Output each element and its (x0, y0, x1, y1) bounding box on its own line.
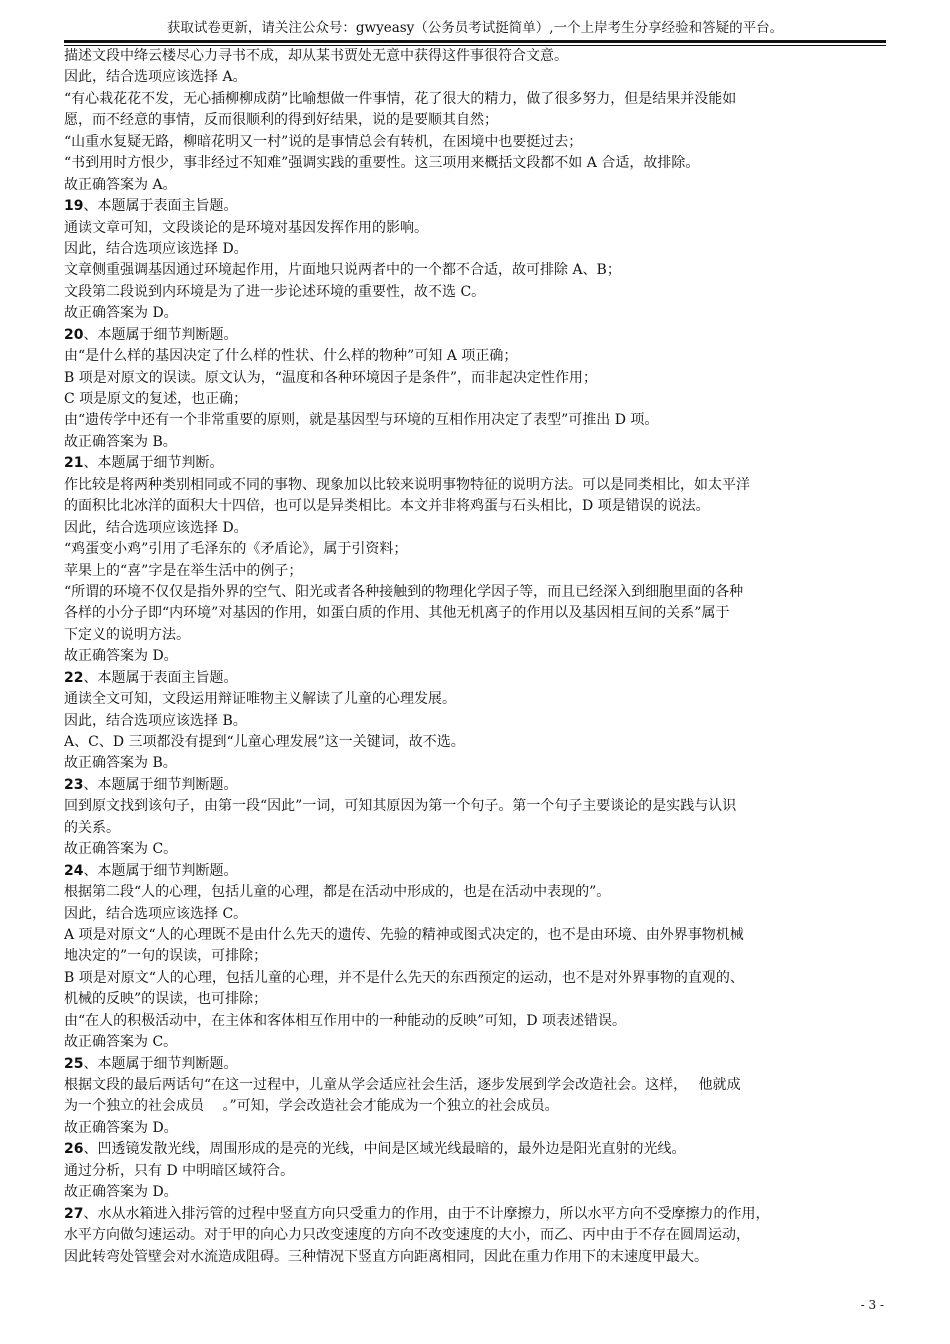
text-line: B 项是对原文的误读。原文认为，“温度和各种环境因子是条件”，而非起决定性作用； (64, 369, 598, 386)
question-heading-text: 、本题属于细节判断题。 (83, 776, 238, 793)
question-heading (64, 453, 886, 474)
header-rule-thick (64, 40, 886, 43)
text-line: 因此转弯处管壁会对水流造成阻碍。三种情况下竖直方向距离相同，因此在重力作用下的末速度甲最大。 (64, 1248, 708, 1265)
question-number: 25 (64, 1055, 84, 1072)
text-line: 故正确答案为 A。 (64, 176, 177, 193)
text-line: 作比较是将两种类别相同或不同的事物、现象加以比较来说明事物特征的说明方法。可以是同类相比，如太平洋 (64, 476, 750, 493)
question-number: 23 (64, 776, 84, 793)
question-heading-text: 、本题属于细节判断题。 (83, 1055, 238, 1072)
page-header-notice: 获取试卷更新，请关注公众号：gwyeasy（公务员考试挺简单）,一个上岸考生分享经验和答疑的平台。 (166, 20, 784, 36)
text-line: 由“是什么样的基因决定了什么样的性状、什么样的物种”可知 A 项正确； (64, 348, 518, 365)
question-heading (64, 1204, 886, 1225)
text-line: A 项是对原文“人的心理既不是由什么先天的遗传、先验的精神或图式决定的，也不是由环境、由外界事物机械 (64, 926, 744, 943)
text-line: 通读文章可知，文段谈论的是环境对基因发挥作用的影响。 (64, 219, 428, 236)
question-heading-text: 、本题属于细节判断题。 (83, 862, 238, 879)
text-line: 故正确答案为 B。 (64, 433, 177, 450)
question-number: 21 (64, 455, 84, 472)
question-heading (64, 668, 886, 689)
text-line: 因此，结合选项应该选择 D。 (64, 240, 248, 257)
text-line: 故正确答案为 B。 (64, 755, 177, 772)
question-heading-text: 、本题属于细节判断题。 (83, 326, 238, 343)
question-heading-text: 、本题属于表面主旨题。 (83, 198, 238, 215)
text-line: 通过分析，只有 D 中明暗区域符合。 (64, 1162, 295, 1179)
text-line: “有心栽花花不发，无心插柳柳成荫”比喻想做一件事情，花了很大的精力，做了很多努力，但是结果并没能如 (64, 90, 737, 107)
text-line: “鸡蛋变小鸡”引用了毛泽东的《矛盾论》，属于引资料； (64, 541, 408, 558)
text-line: “所谓的环境不仅仅是指外界的空气、阳光或者各种接触到的物理化学因子等，而且已经深入到细胞里面的各种 (64, 583, 744, 600)
text-line: 愿，而不经意的事情，反而很顺利的得到好结果，说的是要顺其自然； (64, 112, 498, 129)
text-line: 故正确答案为 D。 (64, 305, 178, 322)
text-line: “书到用时方恨少，事非经过不知难”强调实践的重要性。这三项用来概括文段都不如 A 合适，故排除。 (64, 155, 700, 172)
question-heading (64, 775, 886, 796)
text-line: A、C、D 三项都没有提到“儿童心理发展”这一关键词，故不选。 (64, 734, 465, 750)
question-heading (64, 1054, 886, 1075)
text-line: 描述文段中绛云楼尽心力寻书不成，却从某书贾处无意中获得这件事很符合文意。 (64, 48, 568, 64)
text-line: 故正确答案为 C。 (64, 1034, 178, 1051)
question-heading-text: 、本题属于表面主旨题。 (83, 669, 238, 686)
question-heading-text: 、凹透镜发散光线，周围形成的是亮的光线，中间是区域光线最暗的，最外边是阳光直射的光线。 (83, 1141, 686, 1158)
text-line: 故正确答案为 C。 (64, 841, 178, 858)
text-line: 苹果上的“喜”字是在举生活中的例子； (64, 562, 303, 579)
text-line: 因此，结合选项应该选择 C。 (64, 905, 248, 922)
question-heading-text: 、水从水箱进入排污管的过程中竖直方向只受重力的作用，由于不计摩擦力，所以水平方向不受摩擦力的作用， (83, 1205, 770, 1222)
text-line: 各样的小分子即“内环境”对基因的作用，如蛋白质的作用、其他无机离子的作用以及基因相互间的关系”属于 (64, 605, 730, 622)
answer-explanations-body (64, 46, 886, 1268)
question-heading-text: 、本题属于细节判断。 (83, 455, 224, 472)
question-heading (64, 196, 886, 217)
text-line: 由“在人的积极活动中，在主体和客体相互作用中的一种能动的反映”可知，D 项表述错误。 (64, 1012, 626, 1029)
text-line: 由“遗传学中还有一个非常重要的原则，就是基因型与环境的互相作用决定了表型”可推出 D 项。 (64, 412, 659, 429)
question-number: 27 (64, 1205, 84, 1222)
text-line: 故正确答案为 D。 (64, 1184, 178, 1201)
text-line: 通读全文可知，文段运用辩证唯物主义解读了儿童的心理发展。 (64, 691, 456, 708)
text-line: 的面积比北冰洋的面积大十四倍，也可以是异类相比。本文并非将鸡蛋与石头相比，D 项是错误的说法。 (64, 498, 710, 515)
text-line: B 项是对原文“人的心理，包括儿童的心理，并不是什么先天的东西预定的运动，也不是对外界事物的直观的、 (64, 969, 744, 986)
question-number: 22 (64, 669, 84, 686)
text-line: 文段第二段说到内环境是为了进一步论述环境的重要性，故不选 C。 (64, 283, 486, 300)
question-heading (64, 325, 886, 346)
text-line: 故正确答案为 D。 (64, 1119, 178, 1136)
question-number: 19 (64, 198, 84, 215)
text-line: 故正确答案为 D。 (64, 648, 178, 665)
text-line: 因此，结合选项应该选择 B。 (64, 712, 247, 729)
question-number: 20 (64, 326, 84, 343)
text-line: 根据第二段“人的心理，包括儿童的心理，都是在活动中形成的，也是在活动中表现的”。 (64, 884, 611, 901)
text-line: 下定义的说明方法。 (64, 626, 190, 643)
text-line: “山重水复疑无路，柳暗花明又一村”说的是事情总会有转机，在困境中也要挺过去； (64, 133, 583, 150)
text-line: 机械的反映”的误读，也可排除； (64, 991, 268, 1008)
text-line: 的关系。 (64, 819, 120, 836)
text-line: C 项是原文的复述，也正确； (64, 391, 248, 407)
question-number: 24 (64, 862, 84, 879)
text-line: 回到原文找到该句子，由第一段“因此”一词，可知其原因为第一个句子。第一个句子主要谈论的是实践与认识 (64, 798, 737, 815)
text-line: 根据文段的最后两话句“在这一过程中，儿童从学会适应社会生活，逐步发展到学会改造社会。这样， 他就成 (64, 1077, 741, 1093)
question-heading (64, 1139, 886, 1160)
text-line: 为一个独立的社会成员 。”可知，学会改造社会才能成为一个独立的社会成员。 (64, 1098, 559, 1115)
text-line: 地决定的”一句的误读，可排除； (64, 948, 268, 965)
text-line: 水平方向做匀速运动。对于甲的向心力只改变速度的方向不改变速度的大小，而乙、丙中由于不存在圆周运动， (64, 1227, 750, 1244)
text-line: 因此，结合选项应该选择 D。 (64, 519, 248, 536)
text-line: 因此，结合选项应该选择 A。 (64, 69, 247, 86)
page-number: - 3 - (860, 1298, 884, 1312)
question-number: 26 (64, 1141, 84, 1158)
text-line: 文章侧重强调基因通过环境起作用，片面地只说两者中的一个都不合适，故可排除 A、B； (64, 262, 621, 279)
question-heading (64, 861, 886, 882)
